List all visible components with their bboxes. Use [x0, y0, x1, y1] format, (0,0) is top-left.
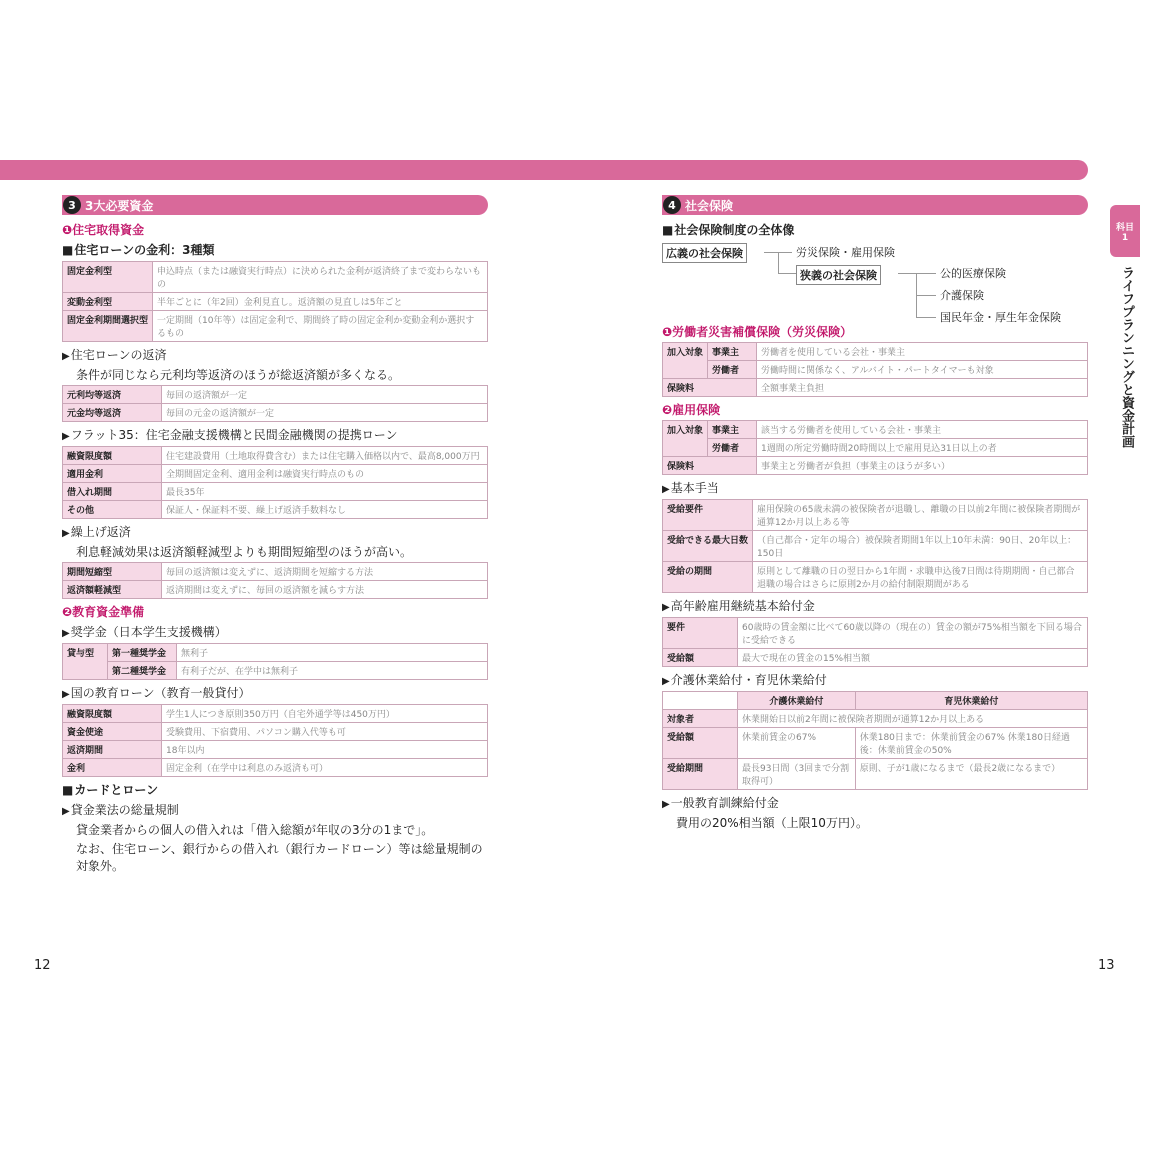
repay-table [62, 385, 488, 422]
table-row: 受給できる最大日数 （自己都合・定年の場合）被保険者期間1年以上10年未満：90日、20年以上：150日 [663, 531, 1088, 562]
insurance-tree-diagram [662, 241, 1088, 324]
table-row: 固定金利期間選択型 一定期間（10年等）は固定金利で、期間終了時の固定金利か変動金利か選択するもの [63, 311, 488, 342]
elderly-benefit-table [662, 617, 1088, 667]
edu-loan-table [62, 704, 488, 777]
leave-benefit-table [662, 691, 1088, 790]
side-chapter-title: ライフプランニングと資金計画 [1119, 266, 1134, 448]
subheading-rosai: ❶労働者災害補償保険（労災保険） [662, 325, 853, 339]
header-band [0, 160, 1088, 180]
section-number: 4 [663, 196, 681, 214]
subject-tab-number: 1 [1121, 232, 1129, 243]
heading-overview: ■ 社会保険制度の全体像 [662, 221, 1088, 238]
scholarship-table [62, 643, 488, 680]
table-row: 融資限度額 学生1人につき原則350万円（自宅外通学等は450万円） [63, 705, 488, 723]
connector [778, 252, 779, 274]
basic-allowance-table [662, 499, 1088, 593]
flat35-table [62, 446, 488, 519]
heading-basic-allowance: ▶ 基本手当 [662, 479, 1088, 496]
table-row: 借入れ期間 最長35年 [63, 483, 488, 501]
connector [916, 295, 936, 296]
heading-prepayment: ▶ 繰上げ返済 [62, 523, 488, 540]
heading-rate-types: ■ 住宅ローンの金利：3種類 [62, 241, 488, 258]
prepayment-text: 利息軽減効果は返済額軽減型よりも期間短縮型のほうが高い。 [76, 545, 413, 559]
rate-table [62, 261, 488, 342]
table-row: その他 保証人・保証料不要、繰上げ返済手数料なし [63, 501, 488, 519]
table-row: 労働者 労働時間に関係なく、アルバイト・パートタイマーも対象 [663, 361, 1088, 379]
total-volume-text-2: なお、住宅ローン、銀行からの借入れ（銀行カードローン）等は総量規制の対象外。 [76, 842, 483, 873]
subheading-koyou: ❷雇用保険 [662, 403, 721, 417]
heading-elderly-benefit: ▶ 高年齢雇用継続基本給付金 [662, 597, 1088, 614]
table-row: 貸与型 第一種奨学金 無利子 [63, 644, 488, 662]
heading-leave-benefit: ▶ 介護休業給付・育児休業給付 [662, 671, 1088, 688]
connector [778, 273, 796, 274]
table-row: 保険料 全額事業主負担 [663, 379, 1088, 397]
table-row: 要件 60歳時の賃金額に比べて60歳以降の（現在の）賃金の額が75%相当額を下回る場合に受給できる [663, 618, 1088, 649]
connector [916, 317, 936, 318]
table-row: 保険料 事業主と労働者が負担（事業主のほうが多い） [663, 457, 1088, 475]
table-row: 金利 固定金利（在学中は利息のみ返済も可） [63, 759, 488, 777]
section-header-3 [62, 195, 488, 215]
table-row: 適用金利 全期間固定金利、適用金利は融資実行時点のもの [63, 465, 488, 483]
heading-education-training: ▶ 一般教育訓練給付金 [662, 794, 1088, 811]
total-volume-text-1: 貸金業者からの個人の借入れは「借入総額が年収の3分の1まで」。 [76, 823, 434, 837]
table-row: 受給要件 雇用保険の65歳未満の被保険者が退職し、離職の日以前2年間に被保険者期間が通算12か月以上ある等 [663, 500, 1088, 531]
prepay-table [62, 562, 488, 599]
subject-tab-label: 科目 [1115, 222, 1134, 233]
heading-repayment: ▶ 住宅ローンの返済 [62, 346, 488, 363]
heading-total-volume: ▶ 貸金業法の総量規制 [62, 801, 488, 818]
node-pension: 国民年金・厚生年金保険 [940, 311, 1061, 324]
left-page [62, 195, 488, 876]
page-number-right: 13 [1098, 958, 1115, 973]
table-row: 加入対象 事業主 該当する労働者を使用している会社・事業主 [663, 421, 1088, 439]
rosai-table [662, 342, 1088, 397]
table-row: 固定金利型 申込時点（または融資実行時点）に決められた金利が返済終了まで変わらないもの [63, 262, 488, 293]
node-care: 介護保険 [940, 289, 984, 302]
table-row: 資金使途 受験費用、下宿費用、パソコン購入代等も可 [63, 723, 488, 741]
table-row: 融資限度額 住宅建設費用（土地取得費含む）または住宅購入価格以内で、最高8,000万円 [63, 447, 488, 465]
table-row: 労働者 1週間の所定労働時間20時間以上で雇用見込31日以上の者 [663, 439, 1088, 457]
subject-tab [1110, 205, 1140, 257]
heading-card-loan: ■ カードとローン [62, 781, 488, 798]
table-row: 変動金利型 半年ごとに（年2回）金利見直し。返済額の見直しは5年ごと [63, 293, 488, 311]
section-number: 3 [63, 196, 81, 214]
subheading-education: ❷教育資金準備 [62, 605, 145, 619]
table-row: 加入対象 事業主 労働者を使用している会社・事業主 [663, 343, 1088, 361]
heading-flat35: ▶ フラット35：住宅金融支援機構と民間金融機関の提携ローン [62, 426, 488, 443]
section-title: 社会保険 [685, 198, 734, 213]
heading-scholarship: ▶ 奨学金（日本学生支援機構） [62, 623, 488, 640]
education-training-text: 費用の20%相当額（上限10万円）。 [676, 816, 868, 830]
table-row: 返済額軽減型 返済期間は変えずに、毎回の返済額を減らす方法 [63, 581, 488, 599]
table-row: 受給期間 最長93日間（3回まで分割取得可） 原則、子が1歳になるまで（最長2歳になるまで） [663, 759, 1088, 790]
table-row: 期間短縮型 毎回の返済額は変えずに、返済期間を短縮する方法 [63, 563, 488, 581]
node-medical: 公的医療保険 [940, 267, 1006, 280]
table-row: 返済期間 18年以内 [63, 741, 488, 759]
table-row: 元金均等返済 毎回の元金の返済額が一定 [63, 404, 488, 422]
right-page [662, 195, 1088, 833]
section-header-4 [662, 195, 1088, 215]
subheading-housing: ❶住宅取得資金 [62, 223, 145, 237]
heading-edu-loan: ▶ 国の教育ローン（教育一般貸付） [62, 684, 488, 701]
page-number-left: 12 [34, 958, 51, 973]
section-title: 3大必要資金 [85, 198, 154, 213]
table-row: 第二種奨学金 有利子だが、在学中は無利子 [63, 662, 488, 680]
node-broad: 広義の社会保険 [662, 243, 747, 263]
koyou-table [662, 420, 1088, 475]
node-broad-leaf: 労災保険・雇用保険 [796, 246, 895, 259]
connector [898, 273, 936, 274]
table-row: 受給の期間 原則として離職の日の翌日から1年間・求職申込後7日間は待期期間・自己都合退職の場合はさらに原則2か月の給付制限期間がある [663, 562, 1088, 593]
table-row: 対象者 休業開始日以前2年間に被保険者期間が通算12か月以上ある [663, 710, 1088, 728]
node-narrow: 狭義の社会保険 [796, 265, 881, 285]
table-row: 介護休業給付 育児休業給付 [663, 692, 1088, 710]
table-row: 受給額 休業前賃金の67% 休業180日まで：休業前賃金の67% 休業180日経過後：休業前賃金の50% [663, 728, 1088, 759]
table-row: 受給額 最大で現在の賃金の15%相当額 [663, 649, 1088, 667]
repayment-text: 条件が同じなら元利均等返済のほうが総返済額が多くなる。 [76, 368, 401, 382]
table-row: 元利均等返済 毎回の返済額が一定 [63, 386, 488, 404]
